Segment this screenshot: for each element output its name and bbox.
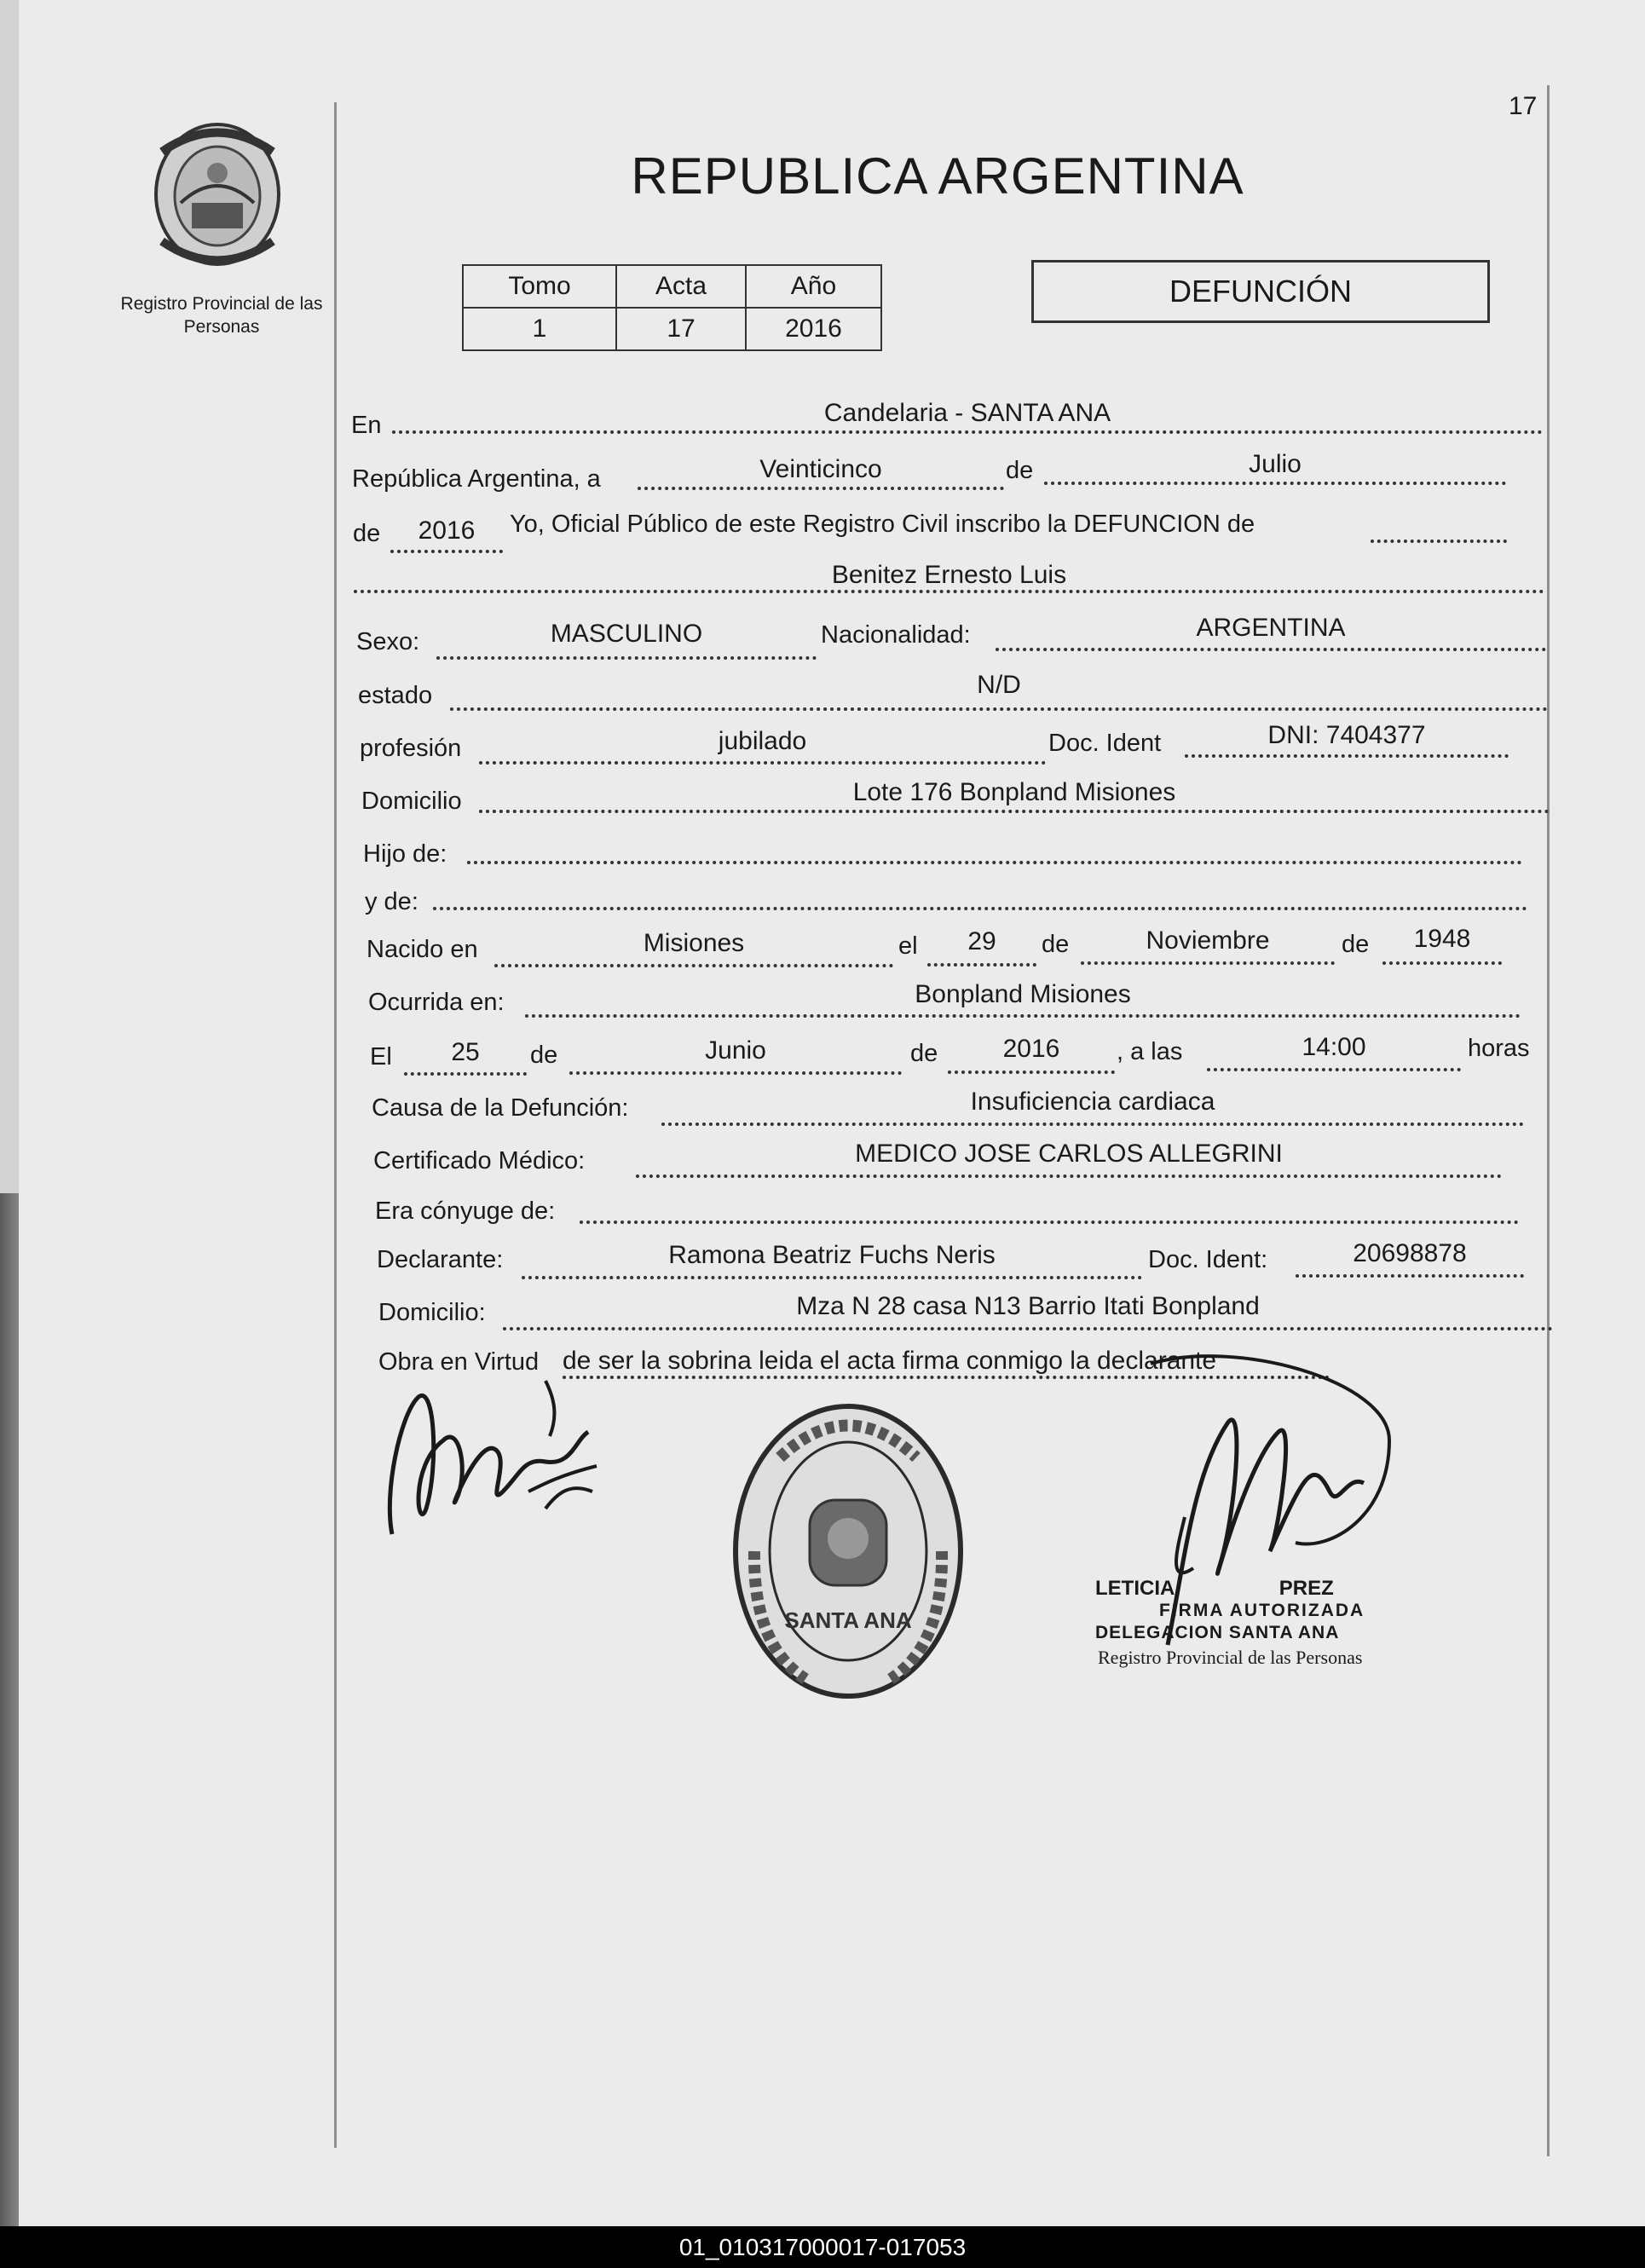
alas-label: , a las <box>1117 1038 1183 1065</box>
profesion-value: jubilado <box>718 727 807 755</box>
en-line <box>392 430 1543 434</box>
value-tomo: 1 <box>463 308 616 350</box>
hijo-line <box>467 861 1522 864</box>
declarante-value: Ramona Beatriz Fuchs Neris <box>668 1241 996 1269</box>
stamp-line3: DELEGACION SANTA ANA <box>1095 1623 1340 1642</box>
nacido-line <box>494 964 893 967</box>
dia-value: Veinticinco <box>759 455 882 483</box>
header-tomo: Tomo <box>463 265 616 308</box>
nacido-value: Misiones <box>643 929 745 957</box>
value-anio: 2016 <box>746 308 881 350</box>
anio-line <box>390 550 503 553</box>
domicilio-value: Lote 176 Bonpland Misiones <box>852 778 1176 806</box>
domicilio2-line <box>503 1327 1553 1330</box>
obra-value: de ser la sobrina leida el acta firma conmigo la declarante <box>563 1347 1217 1375</box>
causa-label: Causa de la Defunción: <box>372 1094 629 1122</box>
causa-line <box>661 1122 1524 1126</box>
nacido-label: Nacido en <box>367 936 478 963</box>
def-mes-value: Junio <box>705 1036 766 1065</box>
nac-mes-value: Noviembre <box>1146 926 1270 955</box>
doc-ident-label: Doc. Ident <box>1048 730 1162 757</box>
hora-line <box>1207 1068 1461 1071</box>
yo-text: Yo, Oficial Público de este Registro Civil inscribo la DEFUNCION de <box>510 511 1255 538</box>
footer-id: 01_010317000017-017053 <box>0 2226 1645 2268</box>
nacionalidad-value: ARGENTINA <box>1196 614 1346 642</box>
stamp-name: LETICIA <box>1095 1577 1175 1600</box>
right-margin-line <box>1547 85 1550 2156</box>
page-number: 17 <box>1509 92 1538 120</box>
conyuge-line <box>580 1221 1519 1224</box>
mes-value: Julio <box>1249 450 1302 478</box>
nac-dia-line <box>927 963 1036 967</box>
doc-ident2-line <box>1296 1274 1524 1278</box>
el-label: el <box>898 932 918 960</box>
seal-center-text: SANTA ANA <box>784 1607 912 1633</box>
estado-line <box>450 707 1548 711</box>
en-value: Candelaria - SANTA ANA <box>823 399 1111 427</box>
nac-mes-line <box>1081 961 1335 965</box>
declarante-label: Declarante: <box>377 1246 504 1273</box>
domicilio-line <box>479 810 1550 813</box>
obra-label: Obra en Virtud <box>378 1348 540 1376</box>
hijo-label: Hijo de: <box>363 840 447 868</box>
profesion-label: profesión <box>360 735 462 762</box>
doc-ident2-value: 20698878 <box>1353 1239 1467 1267</box>
ocurrida-line <box>525 1014 1521 1018</box>
nac-dia-value: 29 <box>967 927 996 955</box>
certificado-line <box>636 1174 1502 1178</box>
declarante-line <box>522 1276 1142 1279</box>
def-anio-line <box>948 1071 1115 1074</box>
stamp-surname: PREZ <box>1278 1577 1334 1600</box>
domicilio2-value: Mza N 28 casa N13 Barrio Itati Bonpland <box>796 1292 1260 1320</box>
nac-anio-line <box>1382 961 1502 965</box>
de-anio-label: de <box>353 520 381 547</box>
def-dia-line <box>404 1072 527 1076</box>
estado-value: N/D <box>977 671 1021 699</box>
nombre-line <box>354 590 1544 593</box>
horas-label: horas <box>1468 1035 1530 1062</box>
nombre-value: Benitez Ernesto Luis <box>831 561 1067 589</box>
ocurrida-value: Bonpland Misiones <box>915 980 1131 1008</box>
yde-label: y de: <box>365 888 418 915</box>
domicilio2-label: Domicilio: <box>378 1299 486 1326</box>
nac-de2-label: de <box>1342 931 1370 958</box>
doc-type-box: DEFUNCIÓN <box>1031 260 1490 323</box>
header-acta: Acta <box>616 265 746 308</box>
hora-value: 14:00 <box>1302 1033 1366 1061</box>
def-dia-value: 25 <box>451 1038 480 1066</box>
def-mes-line <box>569 1071 902 1075</box>
mes-line <box>1044 482 1506 485</box>
registry-table <box>462 264 882 351</box>
nacionalidad-label: Nacionalidad: <box>821 621 971 649</box>
yo-line <box>1371 540 1507 543</box>
stamp-line1 <box>1095 1577 1334 1601</box>
profesion-line <box>479 761 1046 765</box>
conyuge-label: Era cónyuge de: <box>375 1197 556 1225</box>
yde-line <box>433 907 1527 910</box>
nac-de-label: de <box>1042 931 1070 958</box>
domicilio-label: Domicilio <box>361 788 462 815</box>
doc-ident2-label: Doc. Ident: <box>1148 1246 1268 1273</box>
stamp-line2: FIRMA AUTORIZADA <box>1159 1601 1365 1620</box>
ocurrida-label: Ocurrida en: <box>368 989 505 1016</box>
official-signature <box>1134 1347 1406 1671</box>
def-de-label: de <box>530 1042 558 1069</box>
certificado-label: Certificado Médico: <box>373 1147 586 1174</box>
dia-line <box>638 487 1004 490</box>
nacionalidad-line <box>996 648 1546 651</box>
sexo-value: MASCULINO <box>550 620 703 648</box>
en-label: En <box>351 412 382 439</box>
nac-anio-value: 1948 <box>1413 925 1471 953</box>
header-anio: Año <box>746 265 881 308</box>
estado-label: estado <box>358 682 433 709</box>
de-label: de <box>1006 457 1034 484</box>
page-title: REPUBLICA ARGENTINA <box>631 147 1244 205</box>
stamp-line4: Registro Provincial de las Personas <box>1098 1647 1363 1668</box>
republica-label: República Argentina, a <box>352 465 601 493</box>
declarant-signature <box>375 1364 614 1560</box>
left-margin-line <box>334 102 337 2148</box>
el2-label: El <box>370 1043 392 1071</box>
sexo-line <box>436 656 817 660</box>
causa-value: Insuficiencia cardiaca <box>970 1088 1215 1116</box>
anio-value: 2016 <box>418 517 476 545</box>
certificado-value: MEDICO JOSE CARLOS ALLEGRINI <box>855 1140 1283 1168</box>
registry-seal-icon <box>729 1398 967 1705</box>
doc-ident-value: DNI: 7404377 <box>1267 721 1426 749</box>
def-de2-label: de <box>910 1040 938 1067</box>
value-acta: 17 <box>616 308 746 350</box>
crest-caption: Registro Provincial de las Personas <box>120 294 323 337</box>
sexo-label: Sexo: <box>356 628 420 655</box>
doc-ident-line <box>1185 754 1509 758</box>
def-anio-value: 2016 <box>1002 1035 1060 1063</box>
